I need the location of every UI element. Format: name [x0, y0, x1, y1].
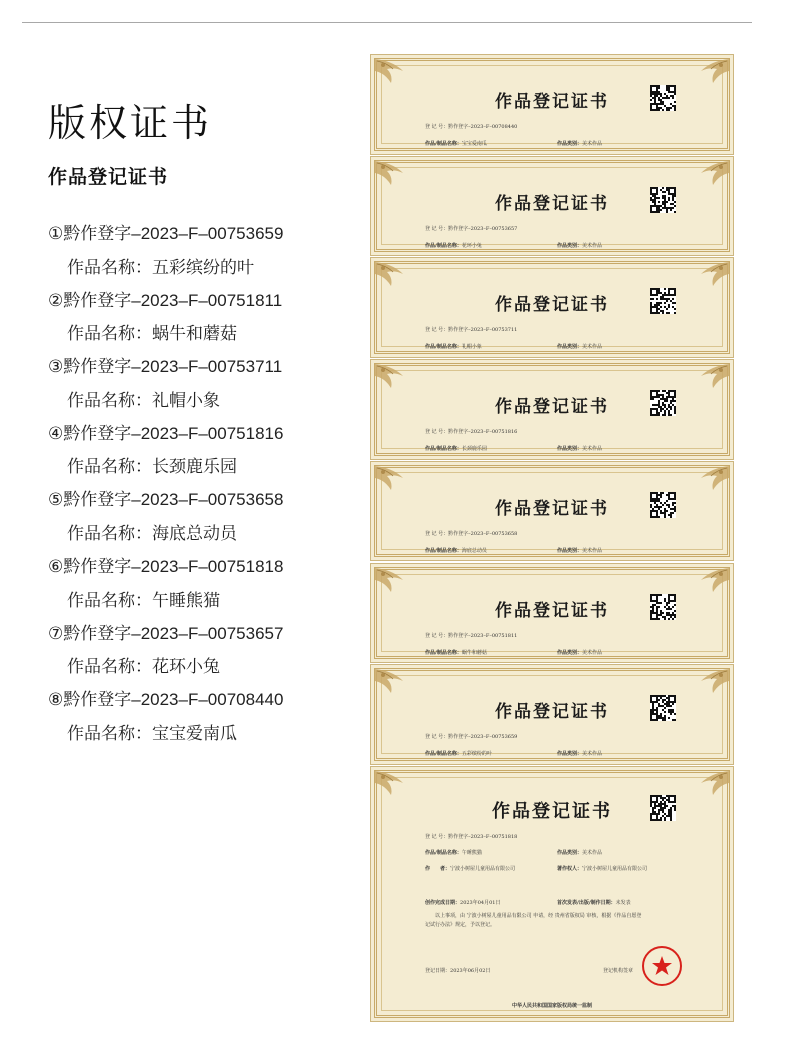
certificate-type-row — [557, 343, 602, 350]
registration-number: ②黔作登字–2023–F–00751811 — [48, 290, 283, 310]
list-item — [48, 222, 348, 289]
certificate-heading: 作品登记证书 — [495, 702, 609, 723]
certificate-owner-row — [557, 865, 647, 872]
certificate-heading: 作品登记证书 — [495, 397, 609, 418]
certificate-name-row — [425, 343, 482, 350]
ornament-icon — [691, 566, 731, 596]
certificate-name-row — [425, 242, 482, 249]
type-label: 作品类别： — [557, 446, 583, 453]
type-value: 美术作品 — [582, 547, 603, 554]
certificate-heading: 作品登记证书 — [495, 600, 609, 621]
owner-label: 著作权人： — [557, 865, 583, 872]
certificate-date-row — [425, 967, 490, 974]
ornament-icon — [373, 667, 413, 697]
type-label: 作品类别： — [557, 242, 583, 249]
name-label: 作品/制品名称： — [425, 649, 462, 656]
ornament-icon — [373, 464, 413, 494]
qr-code-icon — [650, 390, 676, 416]
top-divider — [22, 22, 752, 23]
certificate-strip — [370, 563, 734, 664]
name-label: 作品/制品名称： — [425, 242, 462, 249]
certificate-strip — [370, 664, 734, 765]
certificate-type-row — [557, 242, 602, 249]
date-label: 登记日期： — [425, 967, 451, 974]
work-name: 作品名称：宝宝爱南瓜 — [67, 723, 237, 743]
registration-list — [48, 222, 348, 755]
registration-number: ①黔作登字–2023–F–00753659 — [48, 224, 284, 243]
work-name: 作品名称：蜗牛和蘑菇 — [67, 324, 237, 344]
certificate-name-row — [425, 140, 487, 147]
registration-number: ④黔作登字–2023–F–00751816 — [48, 423, 284, 443]
type-label: 作品类别： — [557, 649, 583, 656]
work-name: 作品名称：海底总动员 — [67, 523, 237, 543]
ornament-icon — [373, 566, 413, 596]
certificate-type-row — [557, 547, 602, 554]
certificate-reg-number: 登 记 号：黔作登字–2023–F–00753659 — [425, 734, 518, 741]
certificate-strip — [370, 156, 734, 257]
name-label: 作品/制品名称： — [425, 547, 462, 554]
type-value: 美术作品 — [582, 649, 603, 656]
ornament-icon — [691, 362, 731, 392]
certificate-reg-number: 登 记 号：黔作登字–2023–F–00753658 — [425, 530, 518, 537]
certificate-type-row — [557, 849, 602, 856]
certificate-type-row — [557, 649, 602, 656]
certificate-name-row — [425, 547, 487, 554]
certificate-name-row — [425, 849, 482, 856]
ornament-icon — [373, 362, 413, 392]
ornament-icon — [691, 260, 731, 290]
certificate-strip — [370, 461, 734, 562]
qr-code-icon — [650, 288, 676, 314]
type-value: 美术作品 — [582, 344, 603, 351]
certificate-strip — [370, 257, 734, 358]
official-seal-icon — [641, 945, 683, 987]
ornament-icon — [691, 57, 731, 87]
certificate-name-row — [425, 649, 487, 656]
page-title: 版权证书 — [48, 103, 213, 145]
certificate-published-row — [557, 899, 631, 906]
list-item — [48, 488, 348, 555]
ornament-icon — [373, 260, 413, 290]
type-value: 美术作品 — [582, 849, 603, 856]
certificate-type-row — [557, 750, 602, 757]
date-value: 2023年06月02日 — [450, 967, 491, 974]
qr-code-icon — [650, 187, 676, 213]
completed-label: 创作完成日期： — [425, 899, 461, 906]
published-label: 首次发表/出版/制作日期： — [557, 899, 616, 906]
name-value: 长颈鹿乐园 — [461, 446, 487, 453]
name-value: 午睡熊猫 — [461, 849, 482, 856]
type-label: 作品类别： — [557, 751, 583, 758]
type-label: 作品类别： — [557, 344, 583, 351]
author-label: 作 者： — [425, 865, 451, 872]
ornament-icon — [373, 159, 413, 189]
name-label: 作品/制品名称： — [425, 849, 462, 856]
work-name: 作品名称：五彩缤纷的叶 — [67, 257, 254, 277]
type-label: 作品类别： — [557, 849, 583, 856]
certificate-reg-number: 登 记 号：黔作登字–2023–F–00753657 — [425, 225, 518, 232]
list-item — [48, 422, 348, 489]
name-value: 花环小兔 — [461, 242, 482, 249]
certificate-reg-number: 登 记 号：黔作登字–2023–F–00753711 — [425, 327, 518, 334]
registration-number: ③黔作登字–2023–F–00753711 — [48, 357, 283, 377]
type-label: 作品类别： — [557, 547, 583, 554]
ornament-icon — [373, 57, 413, 87]
registration-number: ⑥黔作登字–2023–F–00751818 — [48, 556, 284, 576]
work-name: 作品名称：午睡熊猫 — [67, 590, 220, 610]
certificate-name-row — [425, 750, 492, 757]
name-value: 宝宝爱南瓜 — [461, 141, 487, 147]
registration-number: ⑦黔作登字–2023–F–00753657 — [48, 623, 284, 643]
work-name: 作品名称：长颈鹿乐园 — [67, 457, 237, 477]
author-value: 宁波小树屋儿童用品有限公司 — [450, 865, 516, 872]
certificate-heading: 作品登记证书 — [492, 800, 612, 822]
name-value: 海底总动员 — [461, 547, 487, 554]
certificate-heading: 作品登记证书 — [495, 498, 609, 519]
work-name: 作品名称：礼帽小象 — [67, 390, 220, 410]
certificate-author-row — [425, 865, 515, 872]
certificate-reg-number: 登 记 号：黔作登字–2023–F–00708440 — [425, 124, 518, 130]
published-value: 未发表 — [615, 899, 631, 906]
page-subtitle: 作品登记证书 — [48, 167, 169, 188]
name-label: 作品/制品名称： — [425, 344, 462, 351]
certificate-heading: 作品登记证书 — [495, 92, 609, 112]
certificate-statement: 以上事项，由 宁波小树屋儿童用品有限公司 申请，经 贵州省版权局 审核，根据《作品自愿登 — [435, 912, 642, 919]
type-value: 美术作品 — [582, 141, 603, 147]
completed-value: 2023年04月01日 — [460, 899, 501, 906]
name-value: 礼帽小象 — [461, 344, 482, 351]
registration-number: ⑤黔作登字–2023–F–00753658 — [48, 490, 284, 510]
certificate-type-row — [557, 140, 602, 147]
certificate-reg-number: 登 记 号：黔作登字–2023–F–00751818 — [425, 833, 518, 840]
ornament-icon — [691, 159, 731, 189]
list-item — [48, 622, 348, 689]
ornament-icon — [691, 769, 731, 799]
certificate-strip — [370, 359, 734, 460]
name-value: 蜗牛和蘑菇 — [461, 649, 487, 656]
type-value: 美术作品 — [582, 751, 603, 758]
ornament-icon — [691, 464, 731, 494]
type-value: 美术作品 — [582, 446, 603, 453]
type-value: 美术作品 — [582, 242, 603, 249]
certificate-stack — [370, 54, 734, 1022]
list-item — [48, 555, 348, 622]
qr-code-icon — [650, 594, 676, 620]
qr-code-icon — [650, 85, 676, 111]
certificate-completed-row — [425, 899, 500, 906]
name-label: 作品/制品名称： — [425, 751, 462, 758]
name-label: 作品/制品名称： — [425, 141, 462, 147]
certificate-type-row — [557, 445, 602, 452]
certificate-heading: 作品登记证书 — [495, 295, 609, 316]
list-item — [48, 355, 348, 422]
certificate-statement: 记试行办法》规定，予以登记。 — [425, 921, 496, 928]
qr-code-icon — [650, 795, 676, 821]
agency-label: 登记机构签章 — [603, 967, 634, 974]
certificate-strip — [370, 54, 734, 155]
work-name: 作品名称：花环小兔 — [67, 657, 220, 677]
ornament-icon — [373, 769, 413, 799]
list-item — [48, 688, 348, 755]
qr-code-icon — [650, 695, 676, 721]
type-label: 作品类别： — [557, 141, 583, 147]
qr-code-icon — [650, 492, 676, 518]
certificate-reg-number: 登 记 号：黔作登字–2023–F–00751811 — [425, 632, 518, 639]
registration-number: ⑧黔作登字–2023–F–00708440 — [48, 690, 284, 710]
ornament-icon — [691, 667, 731, 697]
certificate-heading: 作品登记证书 — [495, 193, 609, 214]
certificate-footer: 中华人民共和国国家版权局统一监制 — [511, 1002, 592, 1009]
full-certificate — [370, 766, 734, 1022]
name-value: 五彩缤纷的叶 — [461, 751, 492, 758]
certificate-reg-number: 登 记 号：黔作登字–2023–F–00751816 — [425, 429, 518, 436]
certificate-name-row — [425, 445, 487, 452]
name-label: 作品/制品名称： — [425, 446, 462, 453]
owner-value: 宁波小树屋儿童用品有限公司 — [582, 865, 648, 872]
list-item — [48, 289, 348, 356]
